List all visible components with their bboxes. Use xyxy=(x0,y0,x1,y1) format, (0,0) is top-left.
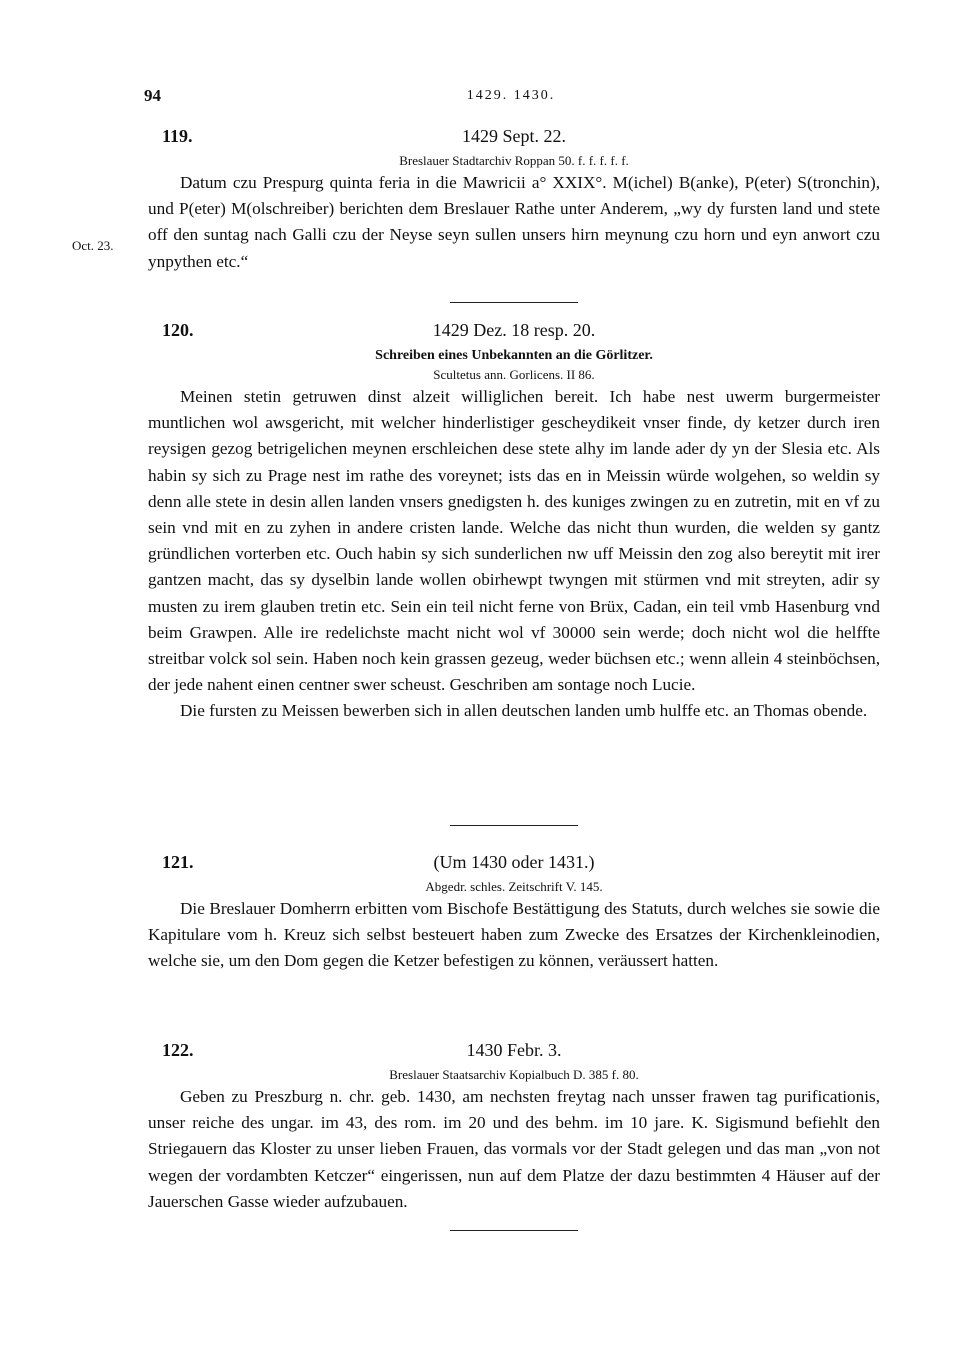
entry-120 xyxy=(148,320,880,725)
divider-rule xyxy=(450,825,578,826)
entry-paragraph: Die fursten zu Meissen bewerben sich in allen deutschen landen umb hulffe etc. an Thomas obende. xyxy=(180,701,868,721)
margin-note: Oct. 23. xyxy=(72,238,114,253)
entry-date: 1429 Dez. 18 resp. 20. xyxy=(432,320,596,340)
entry-119 xyxy=(148,126,880,275)
entry-heading xyxy=(148,126,880,152)
entry-heading xyxy=(148,852,880,878)
entry-text xyxy=(148,384,880,725)
divider-rule xyxy=(450,1230,578,1231)
entry-paragraph: Die Breslauer Domherrn erbitten vom Bischofe Bestättigung des Statuts, durch welches sie sowie die Kapitulare vom h. Kreuz sich selbst besteuert haben zum Zwecke des Ersatzes der Kirchenkleinodien, welche sie, um den Dom gegen die Ketzer befestigen zu können, veräussert hatten. xyxy=(148,899,880,971)
divider-rule xyxy=(450,302,578,303)
entry-number: 120. xyxy=(162,320,194,340)
entry-paragraph: Datum czu Prespurg quinta feria in die Mawricii a° XXIX°. M(ichel) B(anke), P(eter) S(tronchin), und P(eter) M(olschreiber) berichten dem Breslauer Rathe unter Anderem, „wy dy fursten land und stete off den suntag nach Galli czu der Neyse seyn sullen unsers hirn meynung czu horn und eyn anwort czu ynpythen etc.“ xyxy=(148,173,880,271)
entry-121 xyxy=(148,852,880,975)
page-number: 94 xyxy=(144,86,161,105)
entry-text xyxy=(148,1084,880,1215)
page-header xyxy=(0,86,960,110)
entry-subtitle: Schreiben eines Unbekannten an die Görlitzer. xyxy=(375,348,653,363)
entry-date: (Um 1430 oder 1431.) xyxy=(433,852,595,872)
entry-paragraph: Meinen stetin getruwen dinst alzeit williglichen bereit. Ich habe nest uwerm burgermeister muntlichen wol awsgericht, mit welcher hinderlistiger gescheydikeit vnser finde, dy ketzer durch iren reysigen gezog betrigelichen meynen erschleichen dese stete alhy im lande ader dy yn der Slesia etc. Als habin sy sich zu Prage nest im rathe des voreynet; ists das en in Meissin würde wolgehen, so weldin sy denn alle stete in desin allen landen vnsers gnedigsten h. des kuniges zwingen zu en zutretin, mit en vf zu sein vnd mit en zu zyhen in andere cristen lande. Welche das nicht thun wurden, die welden sy gantz gründlichen vorterben etc. Ouch habin sy sich sunderlichen nw uff Meissin den zog also bereytit mit irer gantzen macht, das sy dyselbin lande wollen obirhewpt twyngen mit stürmen vnd mit streyten, adir sy musten zu irem glauben tretin etc. Sein ein teil nicht ferne von Brüx, Cadan, ein teil vmb Hasenburg vnd beim Grawpen. Alle ire redelichste macht nicht wol vf 30000 sein werde; doch nicht wol die helffte streitbar volck sol sein. Haben noch kein grassen gezeug, weder büchsen etc.; wenn allein 4 steinböchsen, der jede nahent einen centner swer scheust. Geschriben am sontage noch Lucie. xyxy=(148,387,880,695)
entry-text xyxy=(148,170,880,275)
entry-text xyxy=(148,896,880,975)
entry-number: 122. xyxy=(162,1040,194,1060)
entry-heading xyxy=(148,320,880,346)
entry-source: Breslauer Staatsarchiv Kopialbuch D. 385 f. 80. xyxy=(389,1067,639,1082)
entry-source: Scultetus ann. Gorlicens. II 86. xyxy=(433,367,595,382)
entry-number: 119. xyxy=(162,126,193,146)
running-head: 1429. 1430. xyxy=(466,88,556,103)
entry-number: 121. xyxy=(162,852,194,872)
entry-122 xyxy=(148,1040,880,1215)
entry-date: 1430 Febr. 3. xyxy=(466,1040,562,1060)
entry-source: Breslauer Stadtarchiv Roppan 50. f. f. f. f. f. xyxy=(399,153,629,168)
entry-source: Abgedr. schles. Zeitschrift V. 145. xyxy=(425,879,603,894)
entry-heading xyxy=(148,1040,880,1066)
entry-date: 1429 Sept. 22. xyxy=(461,126,566,146)
entry-paragraph: Geben zu Preszburg n. chr. geb. 1430, am nechsten freytag nach unsser frawen tag purificationis, unser reiche des ungar. im 43, des rom. im 20 und des behm. im 10 jare. K. Sigismund befiehlt den Striegauern das Kloster zu unser lieben Frauen, das vormals vor der Stadt gelegen und das man „von not wegen der vordambten Ketczer“ eingerissen, nun auf dem Platze der dazu bestimmten 4 Häuser auf der Jauerschen Gasse wieder aufzubauen. xyxy=(148,1087,880,1211)
